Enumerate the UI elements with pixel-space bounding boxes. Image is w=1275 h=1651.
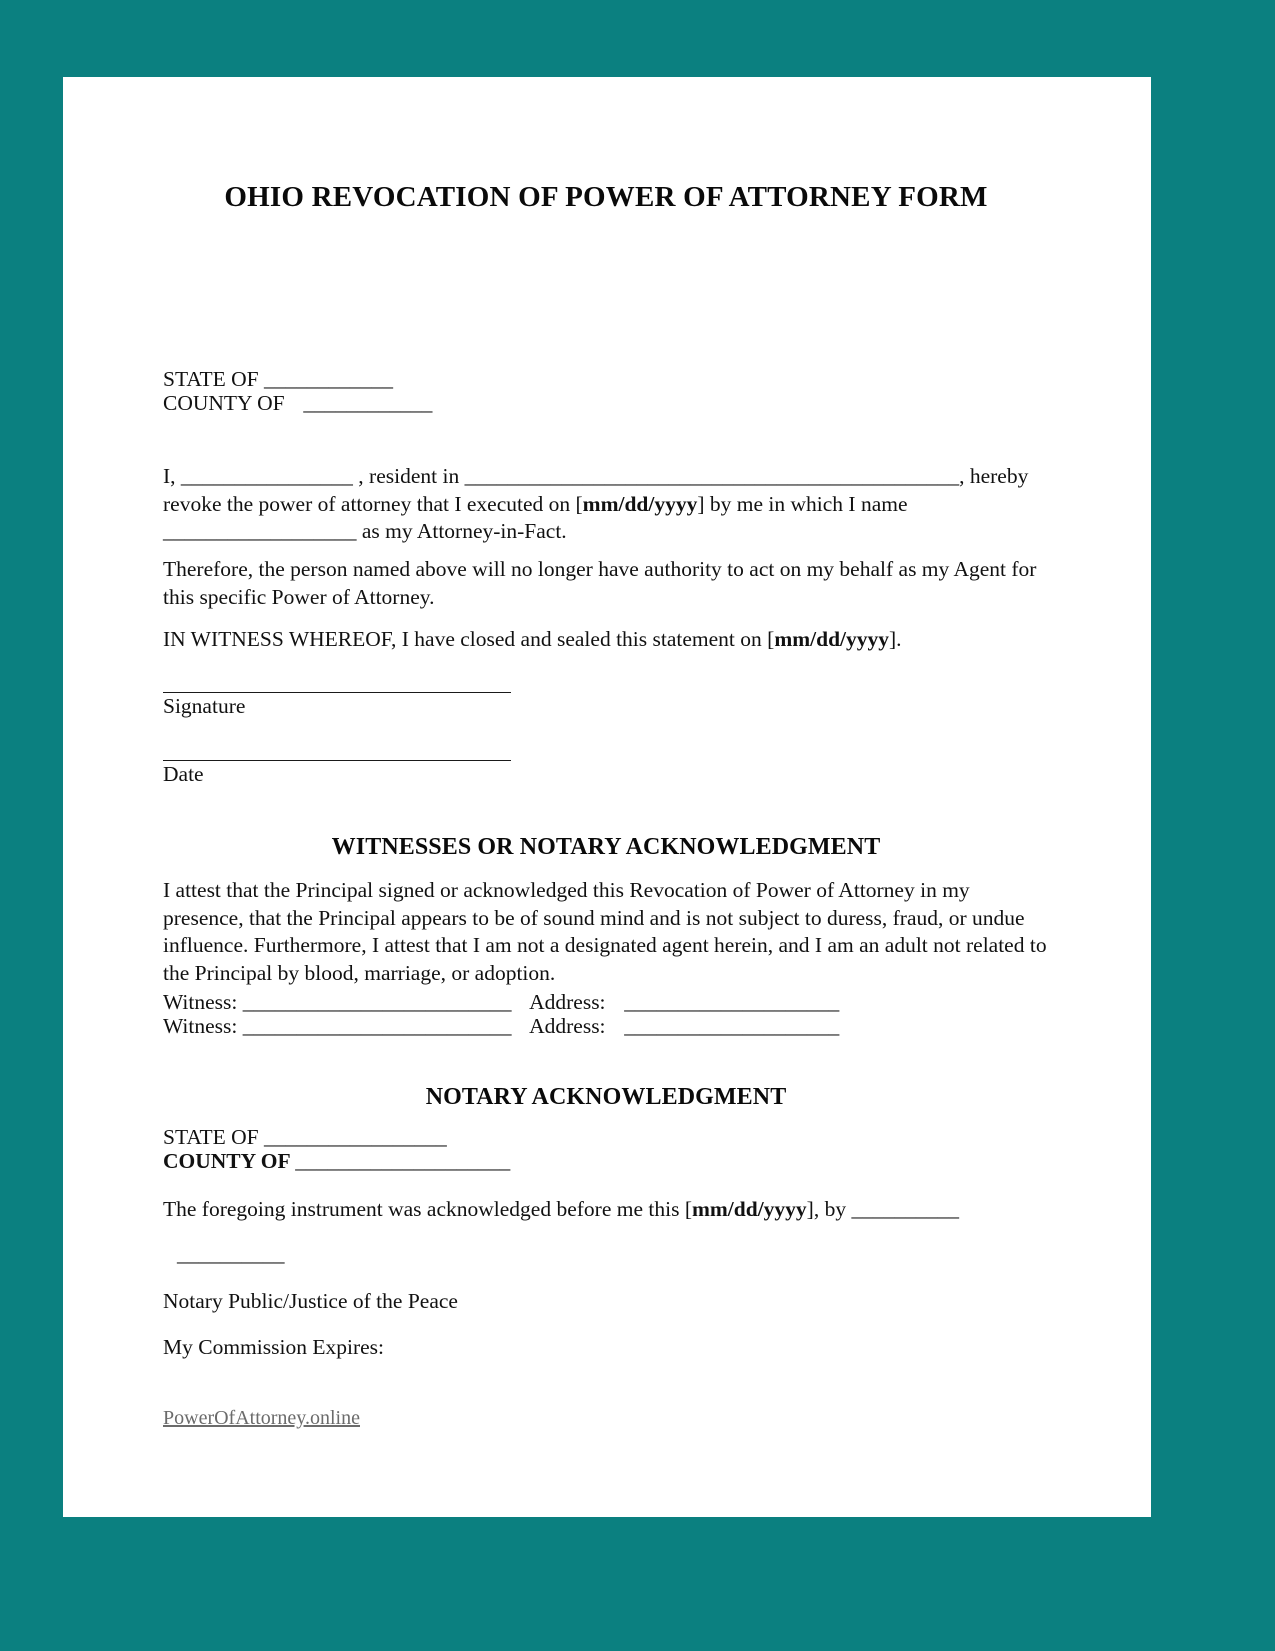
agent-name-blank[interactable]: __________________: [163, 519, 357, 544]
witness-blank-1[interactable]: _________________________: [242, 990, 512, 1014]
state-of-label: STATE OF: [163, 367, 259, 391]
therefore-paragraph: Therefore, the person named above will no longer have authority to act on my behalf as my Agent for this specific Power of Attorney.: [163, 557, 1037, 609]
witness-whereof-seg2: ].: [889, 627, 902, 651]
signature-label: Signature: [163, 694, 246, 718]
date-line[interactable]: [163, 760, 511, 761]
sealed-date-placeholder[interactable]: mm/dd/yyyy: [774, 627, 889, 651]
county-of-label: COUNTY OF: [163, 391, 285, 415]
page-title: OHIO REVOCATION OF POWER OF ATTORNEY FORM: [224, 181, 988, 213]
witness-label-2: Witness:: [163, 1014, 238, 1038]
in-witness-whereof-paragraph: [163, 626, 1047, 654]
attestation-paragraph: I attest that the Principal signed or acknowledged this Revocation of Power of Attorney in my presence, that the Principal appears to be of sound mind and is not subject to duress, fraud, or undue influence. Furthermore, I attest that I am not a designated agent herein, and I am an adult not related to the Principal by blood, marriage, or adoption.: [163, 878, 1047, 985]
notary-section-heading: NOTARY ACKNOWLEDGMENT: [425, 1084, 787, 1110]
address-blank-1[interactable]: ____________________: [624, 990, 840, 1014]
acknowledgment-continuation-blank[interactable]: __________: [177, 1242, 285, 1266]
address-label-2: Address:: [529, 1014, 606, 1038]
notary-county-line: [163, 1149, 510, 1173]
page-content-area: [161, 77, 1051, 1517]
notary-county-label: COUNTY OF: [163, 1149, 290, 1173]
revocation-seg2: , resident in: [358, 464, 460, 488]
poweroffattorney-link[interactable]: PowerOfAttorney.online: [163, 1407, 360, 1429]
acknowledgment-seg2: ], by: [806, 1197, 847, 1221]
witness-row-1: [163, 990, 839, 1015]
address-blank-2[interactable]: ____________________: [624, 1014, 840, 1038]
revocation-seg3: , hereby revoke the power of attorney that I executed on [: [163, 464, 1029, 516]
witnesses-section-heading: WITNESSES OR NOTARY ACKNOWLEDGMENT: [331, 834, 881, 860]
witness-label-1: Witness:: [163, 990, 238, 1014]
acknowledgment-paragraph: [163, 1196, 1047, 1224]
acknowledgment-date-placeholder[interactable]: mm/dd/yyyy: [691, 1197, 807, 1221]
document-page: [63, 77, 1151, 1517]
notary-county-blank[interactable]: ____________________: [295, 1149, 511, 1173]
witness-whereof-seg1: IN WITNESS WHEREOF, I have closed and sealed this statement on [: [163, 627, 775, 651]
notary-title-label: Notary Public/Justice of the Peace: [163, 1289, 458, 1313]
revocation-seg5: as my Attorney-in-Fact.: [361, 519, 567, 544]
state-of-blank[interactable]: ____________: [264, 367, 394, 391]
residence-blank[interactable]: ______________________________________________: [464, 464, 960, 488]
date-label: Date: [163, 762, 204, 786]
principal-name-blank[interactable]: ________________: [180, 464, 353, 488]
revocation-seg1: I,: [163, 464, 176, 488]
notary-state-blank[interactable]: _________________: [264, 1125, 447, 1149]
jurisdiction-state-line: [163, 367, 393, 391]
execution-date-placeholder[interactable]: mm/dd/yyyy: [582, 491, 698, 516]
acknowledgment-person-blank[interactable]: __________: [851, 1197, 959, 1221]
revocation-paragraph: [163, 463, 1047, 546]
jurisdiction-county-line: [163, 391, 432, 415]
signature-line[interactable]: [163, 692, 511, 693]
notary-state-line: [163, 1125, 447, 1149]
witness-row-2: [163, 1014, 839, 1039]
address-label-1: Address:: [529, 990, 606, 1014]
witness-blank-2[interactable]: _________________________: [242, 1014, 512, 1038]
county-of-blank[interactable]: ____________: [303, 391, 433, 415]
commission-expires-label: My Commission Expires:: [163, 1335, 384, 1359]
notary-state-label: STATE OF: [163, 1125, 259, 1149]
acknowledgment-seg1: The foregoing instrument was acknowledged before me this [: [163, 1197, 692, 1221]
revocation-seg4: ] by me in which I name: [697, 491, 908, 516]
